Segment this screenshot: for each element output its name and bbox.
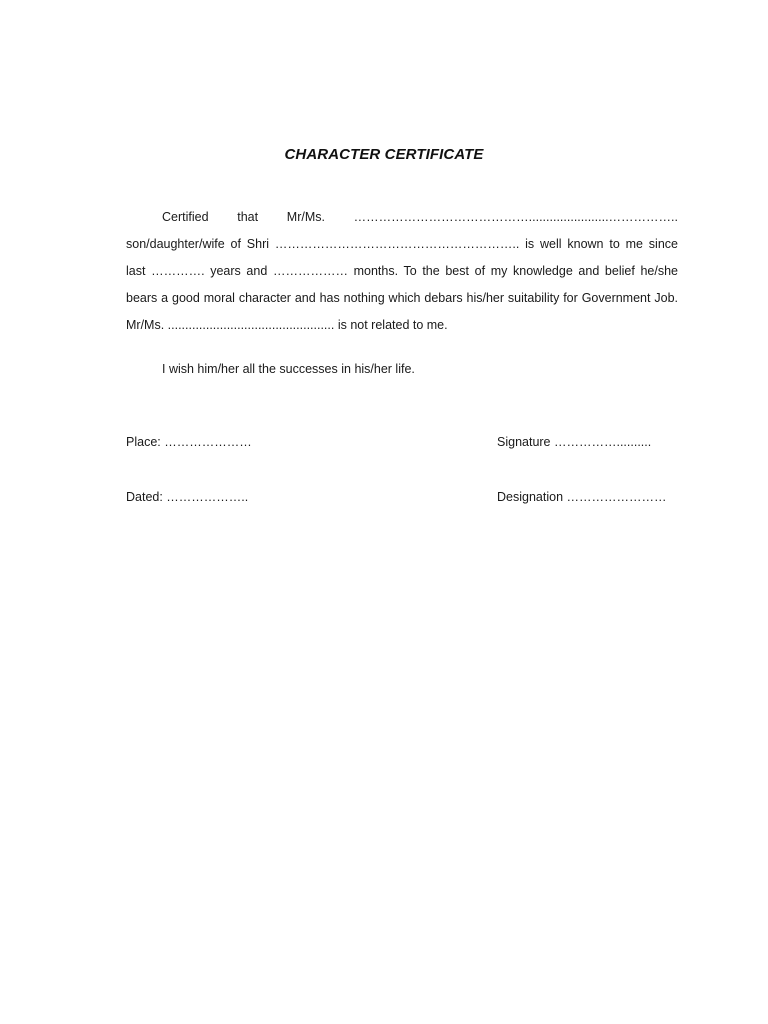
certificate-title: CHARACTER CERTIFICATE (284, 146, 484, 163)
wish-line: I wish him/her all the successes in his/her life. (162, 362, 415, 376)
place-field: Place: ………………… (126, 435, 252, 449)
designation-field: Designation …………………… (497, 490, 667, 504)
signature-field: Signature …………….......... (497, 435, 652, 449)
certificate-body-paragraph: Certified that Mr/Ms. …………………………………….......................…………….. son/daughter/wife of Shri ………………………………………………….. is well known to me since last …………. years and ……………… months. To the best of my knowledge and belief he/she bears a good moral character and has nothing which debars his/her suitability for Government Job. Mr/Ms. ................................................ is not related to me. (126, 210, 678, 332)
dated-field: Dated: ……………….. (126, 490, 249, 504)
